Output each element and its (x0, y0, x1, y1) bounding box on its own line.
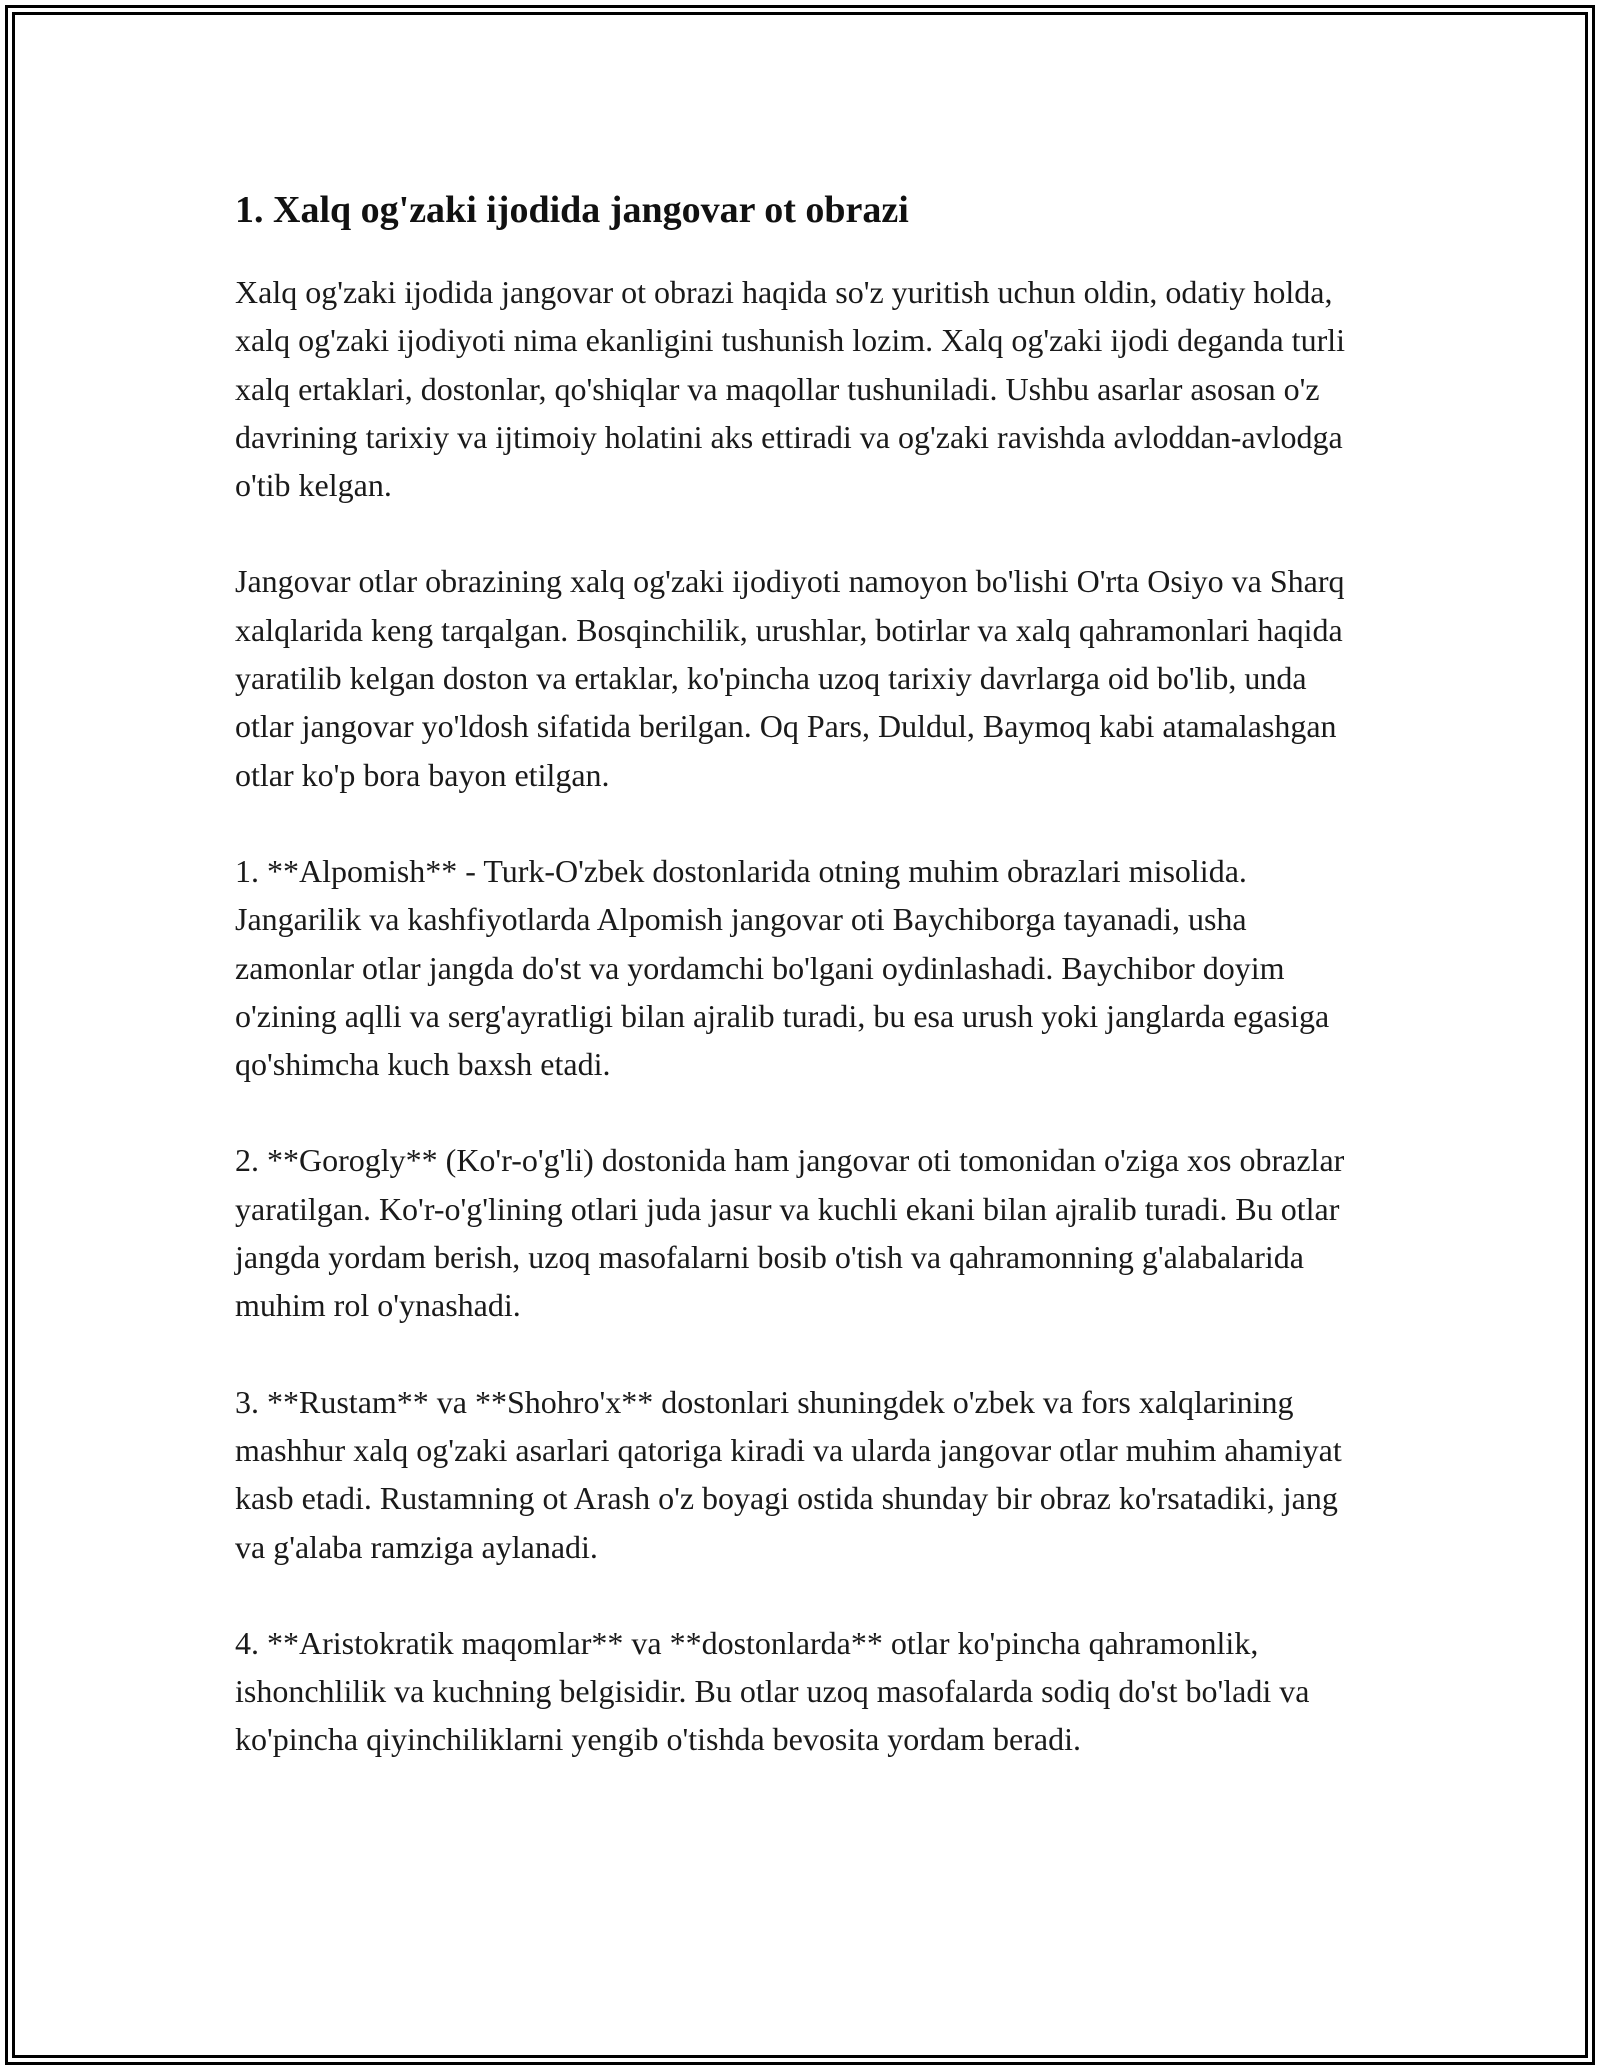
list-item-gorogly: 2. **Gorogly** (Ko'r-o'g'li) dostonida ham jangovar oti tomonidan o'ziga xos obrazlar yaratilgan. Ko'r-o'g'lining otlari juda jasur va kuchli ekani bilan ajralib turadi. Bu otlar jangda yordam berish, uzoq masofalarni bosib o'tish va qahramonning g'alabalarida muhim rol o'ynashadi. (235, 1142, 1345, 1324)
list-item-aristokratik: 4. **Aristokratik maqomlar** va **dostonlarda** otlar ko'pincha qahramonlik, ishonchlilik va kuchning belgisidir. Bu otlar uzoq masofalarda sodiq do'st bo'ladi va ko'pincha qiyinchiliklarni yengib o'tishda bevosita yordam beradi. (235, 1624, 1310, 1758)
list-item-rustam: 3. **Rustam** va **Shohro'x** dostonlari shuningdek o'zbek va fors xalqlarining mashhur xalq og'zaki asarlari qatoriga kiradi va ularda jangovar otlar muhim ahamiyat kasb etadi. Rustamning ot Arash o'z boyagi ostida shunday bir obraz ko'rsatadiki, jang va g'alaba ramziga aylanadi. (235, 1383, 1342, 1565)
paragraph-war-horses: Jangovar otlar obrazining xalq og'zaki ijodiyoti namoyon bo'lishi O'rta Osiyo va Sharq xalqlarida keng tarqalgan. Bosqinchilik, urushlar, botirlar va xalq qahramonlari haqida yaratilib kelgan doston va ertaklar, ko'pincha uzoq tarixiy davrlarga oid bo'lib, unda otlar jangovar yo'ldosh sifatida berilgan. Oq Pars, Duldul, Baymoq kabi atamalashgan otlar ko'p bora bayon etilgan. (235, 563, 1345, 793)
list-item-alpomish: 1. **Alpomish** - Turk-O'zbek dostonlarida otning muhim obrazlari misolida. Jangarilik va kashfiyotlarda Alpomish jangovar oti Baychiborga tayanadi, usha zamonlar otlar jangda do'st va yordamchi bo'lgani oydinlashadi. Baychibor doyim o'zining aqlli va serg'ayratligi bilan ajralib turadi, bu esa urush yoki janglarda egasiga qo'shimcha kuch baxsh etadi. (235, 852, 1330, 1083)
document-title: 1. Xalq og'zaki ijodida jangovar ot obrazi (235, 189, 909, 231)
paragraph-intro: Xalq og'zaki ijodida jangovar ot obrazi haqida so'z yuritish uchun oldin, odatiy holda, xalq og'zaki ijodiyoti nima ekanligini tushunish lozim. Xalq og'zaki ijodi deganda turli xalq ertaklari, dostonlar, qo'shiqlar va maqollar tushuniladi. Ushbu asarlar asosan o'z davrining tarixiy va ijtimoiy holatini aks ettiradi va og'zaki ravishda avloddan-avlodga o'tib kelgan. (235, 274, 1345, 504)
document-body (235, 186, 1365, 1764)
